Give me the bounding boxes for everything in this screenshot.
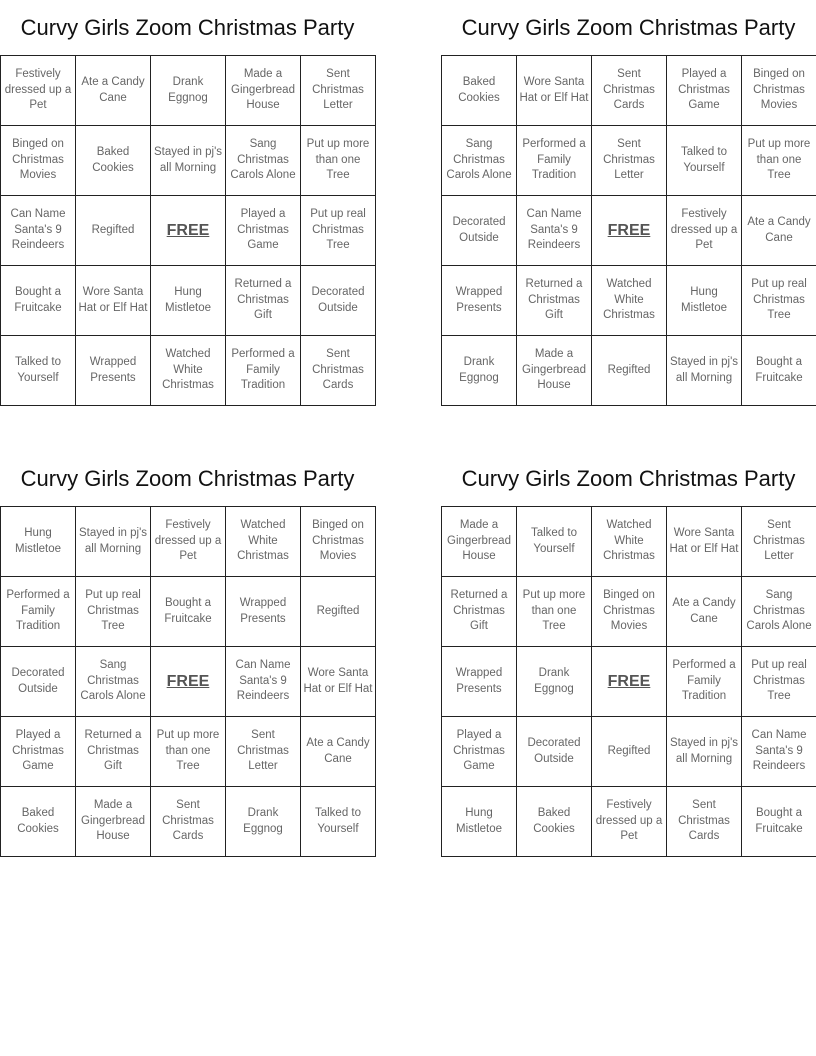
bingo-cell: Ate a Candy Cane [76,56,151,126]
bingo-cell: Festively dressed up a Pet [592,787,667,857]
bingo-cell: Sang Christmas Carols Alone [742,577,816,647]
bingo-cell: Hung Mistletoe [667,266,742,336]
bingo-cell: Played a Christmas Game [442,717,517,787]
bingo-cell: Returned a Christmas Gift [442,577,517,647]
bingo-cell: Watched White Christmas [592,507,667,577]
bingo-cell: Baked Cookies [517,787,592,857]
bingo-cell: Decorated Outside [1,647,76,717]
bingo-cell: Baked Cookies [1,787,76,857]
bingo-cell: Sent Christmas Letter [301,56,376,126]
bingo-cell: Hung Mistletoe [151,266,226,336]
bingo-grid [441,506,816,857]
bingo-cell: Wrapped Presents [76,336,151,406]
bingo-cell: Regifted [592,336,667,406]
free-space: FREE [151,196,226,266]
bingo-cell: Sent Christmas Letter [742,507,816,577]
bingo-cell: Stayed in pj's all Morning [667,717,742,787]
card-title: Curvy Girls Zoom Christmas Party [20,466,355,491]
bingo-card-3 [0,451,375,857]
bingo-cell: Hung Mistletoe [1,507,76,577]
bingo-cell: Sent Christmas Cards [301,336,376,406]
bingo-cell: Sent Christmas Letter [226,717,301,787]
bingo-cell: Played a Christmas Game [1,717,76,787]
bingo-cell: Sang Christmas Carols Alone [442,126,517,196]
bingo-cell: Put up more than one Tree [301,126,376,196]
bingo-cell: Performed a Family Tradition [226,336,301,406]
bingo-cell: Regifted [301,577,376,647]
bingo-cell: Bought a Fruitcake [742,336,816,406]
bingo-cell: Can Name Santa's 9 Reindeers [742,717,816,787]
bingo-cell: Made a Gingerbread House [517,336,592,406]
bingo-cell: Hung Mistletoe [442,787,517,857]
bingo-cell: Stayed in pj's all Morning [151,126,226,196]
bingo-cell: Sent Christmas Cards [592,56,667,126]
bingo-cell: Put up real Christmas Tree [301,196,376,266]
bingo-cell: Returned a Christmas Gift [226,266,301,336]
bingo-cell: Drank Eggnog [151,56,226,126]
bingo-cell: Ate a Candy Cane [301,717,376,787]
bingo-cell: Baked Cookies [76,126,151,196]
bingo-cell: Regifted [592,717,667,787]
bingo-cell: Talked to Yourself [667,126,742,196]
bingo-cell: Binged on Christmas Movies [301,507,376,577]
bingo-cell: Made a Gingerbread House [76,787,151,857]
bingo-cell: Made a Gingerbread House [226,56,301,126]
bingo-cell: Played a Christmas Game [667,56,742,126]
bingo-cell: Stayed in pj's all Morning [76,507,151,577]
bingo-cell: Wrapped Presents [442,266,517,336]
bingo-cell: Put up real Christmas Tree [76,577,151,647]
card-title: Curvy Girls Zoom Christmas Party [461,15,796,40]
bingo-cell: Can Name Santa's 9 Reindeers [226,647,301,717]
bingo-cell: Talked to Yourself [1,336,76,406]
bingo-card-1 [0,0,375,406]
bingo-cell: Put up more than one Tree [517,577,592,647]
bingo-cell: Sent Christmas Cards [667,787,742,857]
card-title: Curvy Girls Zoom Christmas Party [461,466,796,491]
bingo-cell: Binged on Christmas Movies [742,56,816,126]
bingo-cell: Wore Santa Hat or Elf Hat [76,266,151,336]
bingo-cell: Can Name Santa's 9 Reindeers [1,196,76,266]
free-space: FREE [151,647,226,717]
bingo-cell: Drank Eggnog [442,336,517,406]
bingo-cell: Decorated Outside [442,196,517,266]
bingo-cell: Stayed in pj's all Morning [667,336,742,406]
bingo-cell: Watched White Christmas [592,266,667,336]
bingo-grid [0,55,376,406]
bingo-cell: Regifted [76,196,151,266]
bingo-cell: Ate a Candy Cane [742,196,816,266]
bingo-cell: Wore Santa Hat or Elf Hat [301,647,376,717]
bingo-cell: Talked to Yourself [517,507,592,577]
bingo-grid [441,55,816,406]
bingo-cell: Ate a Candy Cane [667,577,742,647]
bingo-grid [0,506,376,857]
bingo-cell: Returned a Christmas Gift [76,717,151,787]
bingo-cell: Returned a Christmas Gift [517,266,592,336]
bingo-cell: Festively dressed up a Pet [1,56,76,126]
bingo-cell: Played a Christmas Game [226,196,301,266]
bingo-cell: Put up more than one Tree [742,126,816,196]
bingo-cell: Drank Eggnog [517,647,592,717]
bingo-cell: Made a Gingerbread House [442,507,517,577]
bingo-cell: Put up real Christmas Tree [742,266,816,336]
bingo-cell: Watched White Christmas [226,507,301,577]
card-title: Curvy Girls Zoom Christmas Party [20,15,355,40]
bingo-cell: Performed a Family Tradition [667,647,742,717]
bingo-card-2 [441,0,816,406]
bingo-cell: Sent Christmas Cards [151,787,226,857]
bingo-cell: Wrapped Presents [226,577,301,647]
bingo-cell: Performed a Family Tradition [1,577,76,647]
bingo-cell: Talked to Yourself [301,787,376,857]
bingo-cell: Can Name Santa's 9 Reindeers [517,196,592,266]
bingo-cell: Wore Santa Hat or Elf Hat [667,507,742,577]
bingo-cell: Bought a Fruitcake [151,577,226,647]
bingo-cell: Festively dressed up a Pet [151,507,226,577]
bingo-cell: Sang Christmas Carols Alone [226,126,301,196]
bingo-cell: Binged on Christmas Movies [592,577,667,647]
bingo-cell: Decorated Outside [517,717,592,787]
bingo-cell: Watched White Christmas [151,336,226,406]
bingo-cell: Bought a Fruitcake [742,787,816,857]
bingo-cell: Bought a Fruitcake [1,266,76,336]
bingo-card-4 [441,451,816,857]
free-space: FREE [592,196,667,266]
bingo-cell: Baked Cookies [442,56,517,126]
bingo-cell: Performed a Family Tradition [517,126,592,196]
bingo-cell: Sent Christmas Letter [592,126,667,196]
bingo-cell: Decorated Outside [301,266,376,336]
bingo-cell: Binged on Christmas Movies [1,126,76,196]
bingo-cell: Festively dressed up a Pet [667,196,742,266]
bingo-cell: Put up real Christmas Tree [742,647,816,717]
bingo-cell: Wrapped Presents [442,647,517,717]
bingo-cell: Drank Eggnog [226,787,301,857]
bingo-cell: Wore Santa Hat or Elf Hat [517,56,592,126]
bingo-cell: Put up more than one Tree [151,717,226,787]
free-space: FREE [592,647,667,717]
bingo-cell: Sang Christmas Carols Alone [76,647,151,717]
